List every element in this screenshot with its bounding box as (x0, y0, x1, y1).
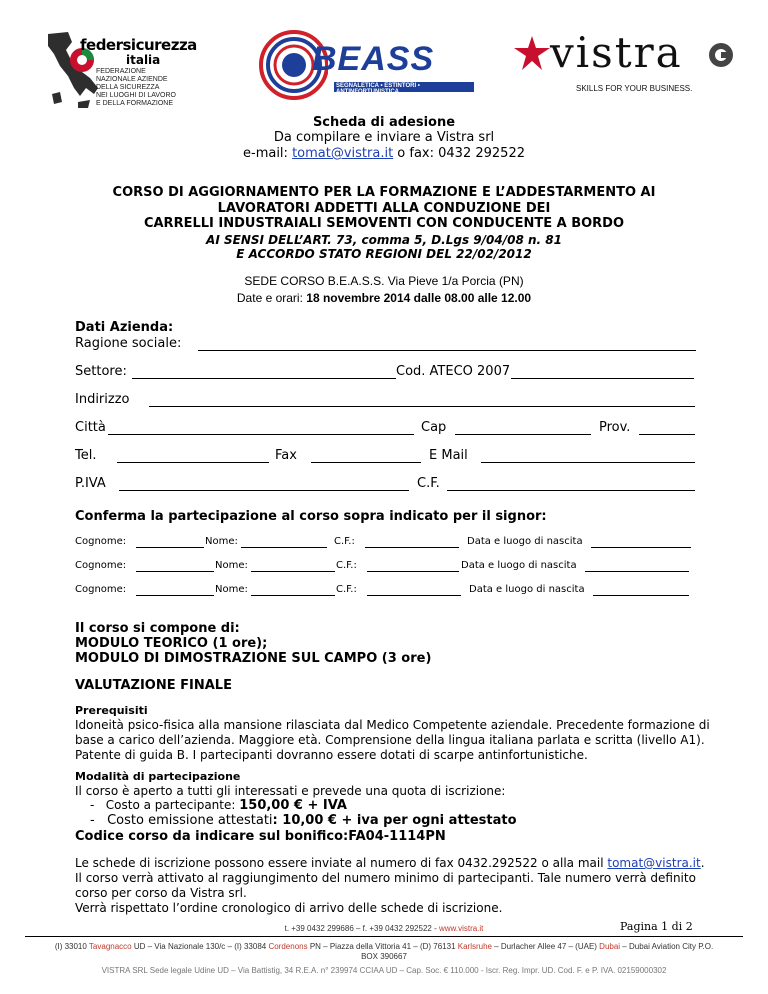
label-cap: Cap (421, 420, 447, 435)
footer-divider (25, 936, 743, 937)
participant-row (75, 536, 697, 550)
cost1-label: Costo a partecipante: (105, 798, 240, 812)
field-cf[interactable] (367, 584, 461, 596)
label-indirizzo: Indirizzo (75, 392, 130, 407)
label-cf: C.F.: (336, 560, 357, 571)
federsicurezza-logo (38, 28, 238, 110)
participant-row (75, 560, 697, 574)
modalita-intro: Il corso è aperto a tutti gli interessati e prevede una quota di iscrizione: (75, 784, 506, 798)
label-cognome: Cognome: (75, 560, 127, 571)
date-prefix: Date e orari: (236, 291, 307, 305)
legal-ref-1: AI SENSI DELL’ART. 73, comma 5, D.Lgs 9/04/08 n. 81 (206, 233, 562, 247)
modules-intro: Il corso si compone di: (75, 621, 240, 636)
field-tel[interactable] (117, 448, 269, 463)
beass-tag: SEGNALETICA • ESTINTORI • ANTINFORTUNISTICA (336, 83, 420, 95)
row-piva (75, 476, 697, 493)
field-indirizzo[interactable] (149, 392, 695, 407)
page-number: Pagina 1 di 2 (620, 920, 693, 933)
module-campo: MODULO DI DIMOSTRAZIONE SUL CAMPO (3 ore) (75, 651, 432, 666)
modalita-heading: Modalità di partecipazione (75, 770, 241, 783)
label-tel: Tel. (75, 448, 97, 463)
course-title-2: LAVORATORI ADDETTI ALLA CONDUZIONE DEI (217, 201, 551, 216)
cost2-value: : 10,00 € + iva per ogni attestato (272, 813, 517, 828)
prereq-heading: Prerequisiti (75, 704, 148, 717)
legal-ref-2: E ACCORDO STATO REGIONI DEL 22/02/2012 (236, 247, 532, 261)
vistra-logo (512, 30, 742, 96)
label-prov: Prov. (599, 420, 631, 435)
federsicurezza-name: federsicurezza (80, 36, 197, 54)
cost-participant-line: - Costo a partecipante: 150,00 € + IVA (90, 798, 347, 813)
field-citta[interactable] (108, 420, 414, 435)
certification-badge-icon (708, 42, 734, 68)
field-cf[interactable] (367, 560, 459, 572)
contact-line (0, 146, 768, 161)
beass-logo (258, 28, 476, 102)
closing-line-2: Il corso verrà attivato al raggiungimento del numero minimo di partecipanti. Tale numero verrà definito (75, 871, 696, 885)
course-title-3: CARRELLI INDUSTRAIALI SEMOVENTI CON CONDUCENTE A BORDO (143, 216, 625, 231)
course-venue: SEDE CORSO B.E.A.S.S. Via Pieve 1/a Porcia (PN) (244, 274, 524, 288)
label-citta: Città (75, 420, 106, 435)
label-nascita: Data e luogo di nascita (467, 536, 583, 547)
closing-line-3: corso per corso da Vistra srl. (75, 886, 247, 900)
field-nascita[interactable] (593, 584, 689, 596)
cost1-value: 150,00 € + IVA (239, 798, 347, 813)
field-cognome[interactable] (136, 536, 204, 548)
course-code: Codice corso da indicare sul bonifico:FA04-1114PN (75, 829, 446, 844)
label-settore: Settore: (75, 364, 127, 379)
field-email[interactable] (481, 448, 695, 463)
field-nome[interactable] (251, 584, 335, 596)
label-cognome: Cognome: (75, 536, 127, 547)
email-link[interactable]: tomat@vistra.it (292, 146, 394, 161)
vistra-tag: SKILLS FOR YOUR BUSINESS. (576, 84, 693, 93)
desc-line: E DELLA FORMAZIONE (96, 100, 174, 107)
field-ragione-sociale[interactable] (198, 336, 696, 351)
row-tel (75, 448, 697, 465)
course-date-line (0, 291, 768, 305)
field-cognome[interactable] (136, 560, 214, 572)
label-nascita: Data e luogo di nascita (461, 560, 577, 571)
desc-line: NEI LUOGHI DI LAVORO (96, 92, 176, 99)
closing-line-1: Le schede di iscrizione possono essere inviate al numero di fax 0432.292522 o alla mail tomat@vistra.it. (75, 856, 705, 870)
field-fax[interactable] (311, 448, 421, 463)
federsicurezza-sub: italia (126, 53, 161, 67)
row-ragione-sociale (75, 336, 697, 353)
module-teorico: MODULO TEORICO (1 ore); (75, 636, 268, 651)
label-fax: Fax (275, 448, 297, 463)
fax-text: o fax: 0432 292522 (393, 146, 525, 161)
closing-email-link[interactable]: tomat@vistra.it (607, 856, 701, 870)
field-nascita[interactable] (591, 536, 691, 548)
email-prefix: e-mail: (243, 146, 293, 161)
valutazione-heading: VALUTAZIONE FINALE (75, 678, 232, 693)
label-piva: P.IVA (75, 476, 106, 491)
desc-line: FEDERAZIONE (96, 68, 146, 75)
participant-row (75, 584, 697, 598)
field-nome[interactable] (251, 560, 335, 572)
desc-line: NAZIONALE AZIENDE (96, 76, 168, 83)
label-cognome: Cognome: (75, 584, 127, 595)
label-ateco: Cod. ATECO 2007 (396, 364, 511, 379)
cost2-label: Costo emissione attestati (107, 813, 273, 828)
field-ateco[interactable] (511, 364, 694, 379)
federsicurezza-desc (96, 68, 176, 108)
label-nome: Nome: (215, 584, 248, 595)
course-date: 18 novembre 2014 dalle 08.00 alle 12.00 (306, 291, 532, 305)
label-email: E Mail (429, 448, 468, 463)
label-cf: C.F.: (334, 536, 355, 547)
form-instructions: Da compilare e inviare a Vistra srl (273, 130, 495, 145)
label-cf: C.F.: (336, 584, 357, 595)
field-cap[interactable] (455, 420, 591, 435)
label-cf: C.F. (417, 476, 440, 491)
field-nascita[interactable] (585, 560, 689, 572)
row-indirizzo (75, 392, 697, 409)
field-settore[interactable] (132, 364, 396, 379)
participants-heading: Conferma la partecipazione al corso sopra indicato per il signor: (75, 509, 547, 524)
field-prov[interactable] (639, 420, 695, 435)
field-cognome[interactable] (136, 584, 214, 596)
label-nome: Nome: (205, 536, 238, 547)
row-citta (75, 420, 697, 437)
vistra-name: vistra (550, 28, 683, 77)
desc-line: DELLA SICUREZZA (96, 84, 160, 91)
label-ragione-sociale: Ragione sociale: (75, 336, 182, 351)
prereq-line: base a carico dell’azienda. Maggiore età. Comprensione della lingua italiana parlata e scritta (livello A1). (75, 733, 705, 747)
course-title-1: CORSO DI AGGIORNAMENTO PER LA FORMAZIONE E L’ADDESTARMENTO AI (112, 185, 656, 200)
section-dati-azienda: Dati Azienda: (75, 320, 174, 335)
prereq-text (75, 718, 715, 763)
closing-text (75, 856, 715, 916)
field-cf[interactable] (365, 536, 459, 548)
footer-address: (I) 33010 Tavagnacco UD – Via Nazionale 130/c – (I) 33084 Cordenons PN – Piazza della Vittoria 41 – (D) 76131 Karlsruhe – Durlacher Allee 47 – (UAE) Dubai – Dubai Aviation City P.O. BOX 390667 (54, 942, 714, 961)
prereq-line: Patente di guida B. I partecipanti dovranno essere dotati di scarpe antinfortunistiche. (75, 748, 588, 762)
footer-web-link[interactable]: www.vistra.it (438, 924, 484, 933)
beass-name: BEASS (312, 40, 435, 78)
label-nascita: Data e luogo di nascita (469, 584, 585, 595)
closing-line-4: Verrà rispettato l’ordine cronologico di arrivo delle schede di iscrizione. (75, 901, 503, 915)
row-settore (75, 364, 697, 381)
cost-certificate-line: - Costo emissione attestati: 10,00 € + iva per ogni attestato (90, 813, 517, 828)
field-nome[interactable] (241, 536, 327, 548)
footer-legal: VISTRA SRL Sede legale Udine UD – Via Battistig, 34 R.E.A. n° 239974 CCIAA UD – Cap. Soc. € 110.000 - Iscr. Reg. Impr. UD. Cod. F. e P. IVA. 02159000302 (101, 966, 667, 975)
label-nome: Nome: (215, 560, 248, 571)
field-piva[interactable] (119, 476, 409, 491)
form-title: Scheda di adesione (312, 115, 456, 130)
field-cf[interactable] (447, 476, 695, 491)
footer-contacts: t. +39 0432 299686 – f. +39 0432 292522 - www.vistra.it (284, 924, 484, 933)
vistra-star-icon (512, 34, 552, 74)
prereq-line: Idoneità psico-fisica alla mansione rilasciata dal Medico Competente aziendale. Precedente formazione di (75, 718, 710, 732)
